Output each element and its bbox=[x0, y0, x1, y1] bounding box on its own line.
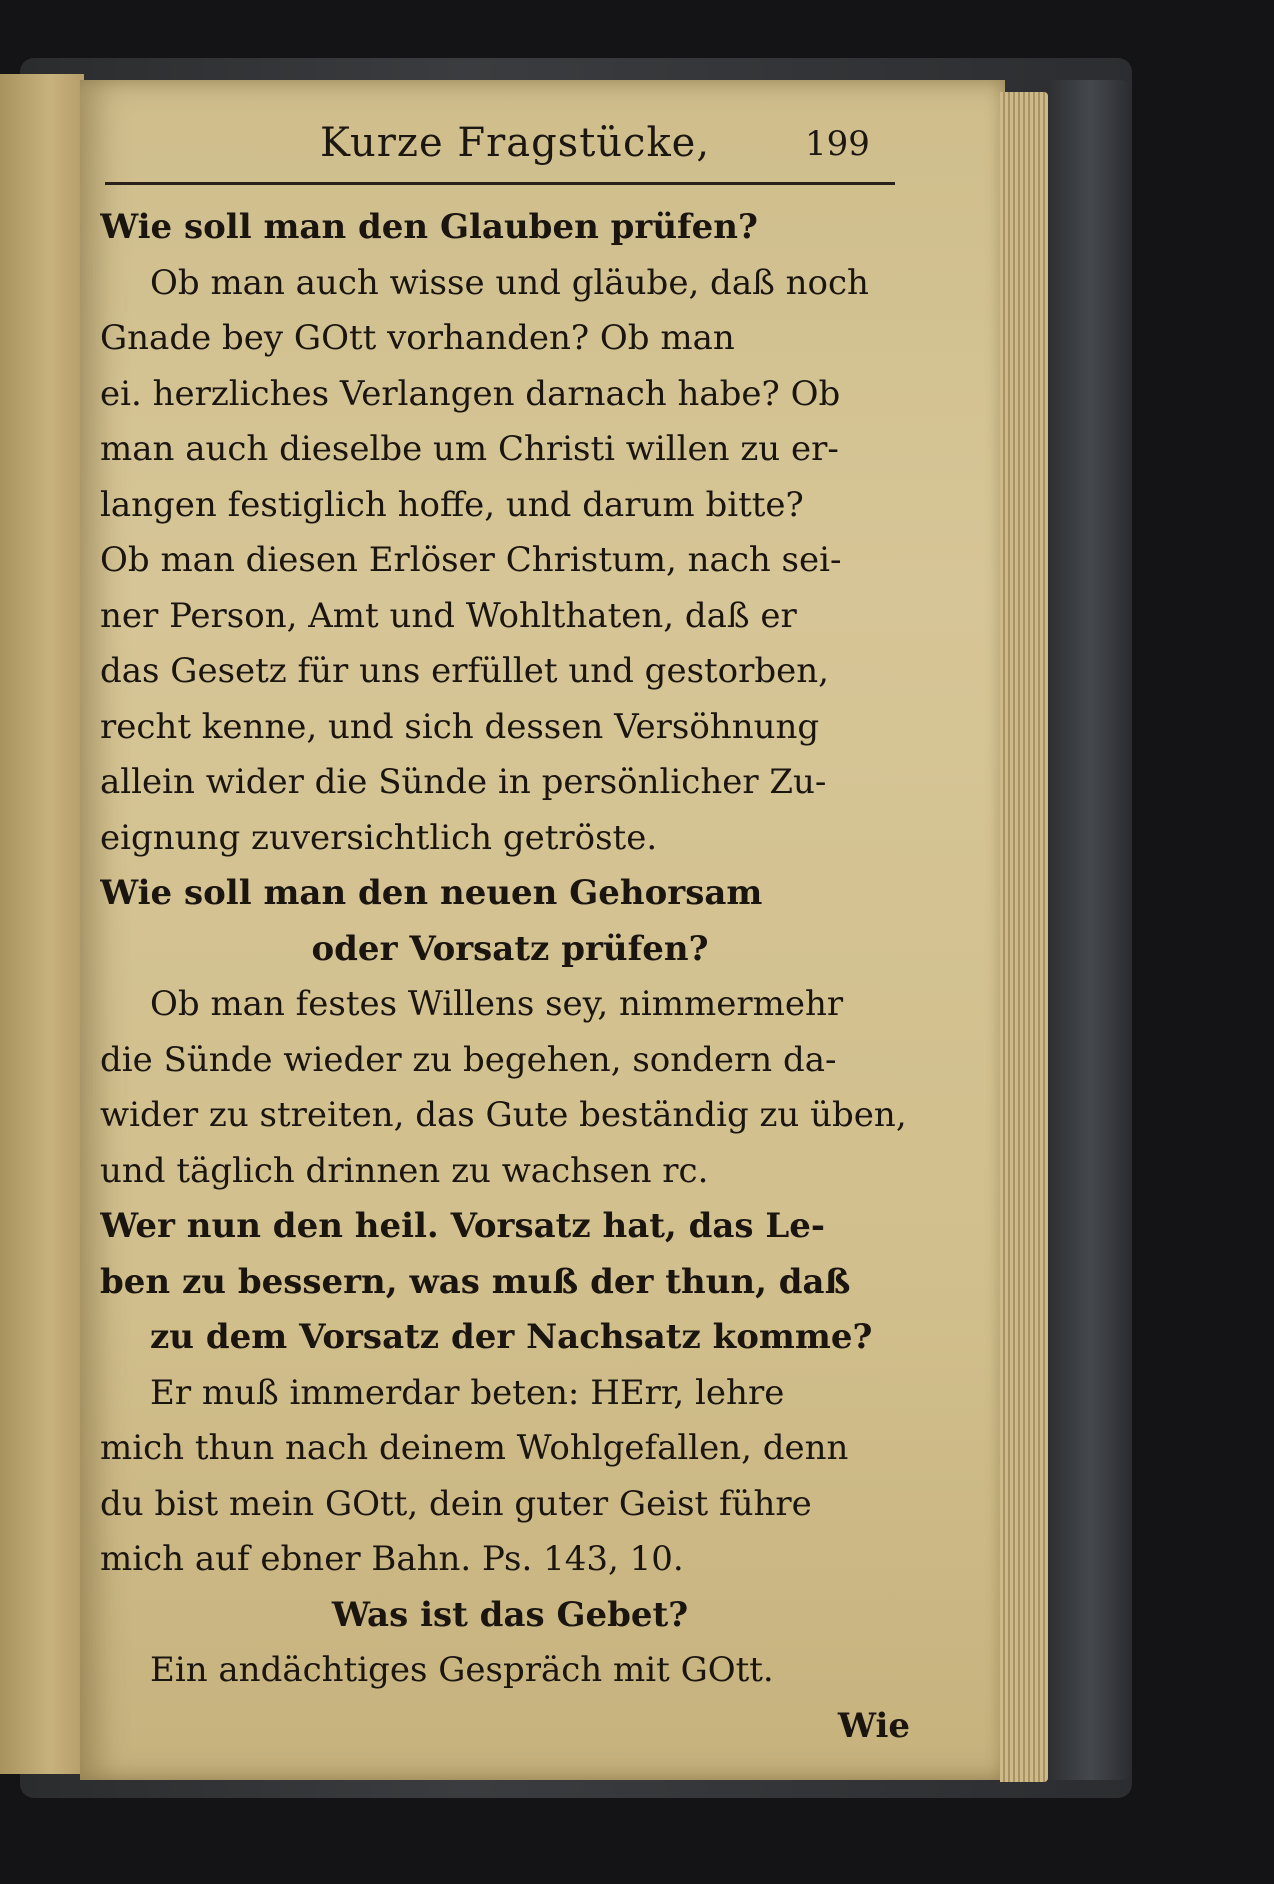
text-line: eignung zuversichtlich getröste. bbox=[100, 817, 658, 858]
text-line: allein wider die Sünde in persönlicher Zu- bbox=[100, 762, 827, 802]
running-head: Kurze Fragstücke, bbox=[320, 120, 711, 166]
text-line: Ob man auch wisse und gläube, daß noch bbox=[150, 262, 869, 303]
text-line: du bist mein GOtt, dein guter Geist führe bbox=[100, 1483, 812, 1524]
question-line: zu dem Vorsatz der Nachsatz komme? bbox=[150, 1317, 873, 1357]
text-line: ei. herzliches Verlangen darnach habe? Ob bbox=[100, 373, 841, 414]
text-line: recht kenne, und sich dessen Versöhnung bbox=[100, 706, 820, 747]
text-line: Gnade bey GOtt vorhanden? Ob man bbox=[100, 318, 735, 358]
text-line: das Gesetz für uns erfüllet und gestorben, bbox=[100, 651, 829, 691]
text-line: und täglich drinnen zu wachsen rc. bbox=[100, 1150, 709, 1191]
text-line: wider zu streiten, das Gute beständig zu üben, bbox=[100, 1095, 907, 1135]
text-line: langen festiglich hoffe, und darum bitte? bbox=[100, 484, 804, 525]
book-cover-edge bbox=[1050, 80, 1132, 1780]
text-line: man auch dieselbe um Christi willen zu er- bbox=[100, 429, 839, 469]
page-stack-edge bbox=[1000, 92, 1048, 1782]
text-line: Ob man diesen Erlöser Christum, nach sei- bbox=[100, 540, 842, 580]
text-line: Ob man festes Willens sey, nimmermehr bbox=[150, 984, 844, 1024]
page-header bbox=[100, 120, 900, 180]
text-line: mich auf ebner Bahn. Ps. 143, 10. bbox=[100, 1539, 684, 1579]
header-rule bbox=[105, 182, 895, 185]
question-line: Wer nun den heil. Vorsatz hat, das Le- bbox=[100, 1206, 826, 1246]
facing-page-edge bbox=[0, 74, 84, 1774]
text-line: mich thun nach deinem Wohlgefallen, denn bbox=[100, 1428, 849, 1468]
question-line: Wie soll man den neuen Gehorsam bbox=[100, 873, 763, 913]
question-line: Was ist das Gebet? bbox=[331, 1594, 689, 1635]
text-line: Er muß immerdar beten: HErr, lehre bbox=[150, 1372, 785, 1413]
text-line: ner Person, Amt und Wohlthaten, daß er bbox=[100, 595, 797, 636]
question-line: ben zu bessern, was muß der thun, daß bbox=[100, 1261, 851, 1302]
question-line: Wie soll man den Glauben prüfen? bbox=[100, 207, 758, 247]
page-number: 199 bbox=[805, 124, 870, 164]
body-text bbox=[100, 200, 920, 1754]
text-line: die Sünde wieder zu begehen, sondern da- bbox=[100, 1039, 837, 1080]
text-line: Ein andächtiges Gespräch mit GOtt. bbox=[150, 1650, 774, 1690]
question-line: oder Vorsatz prüfen? bbox=[311, 928, 709, 969]
question-line: Wie bbox=[837, 1705, 910, 1746]
